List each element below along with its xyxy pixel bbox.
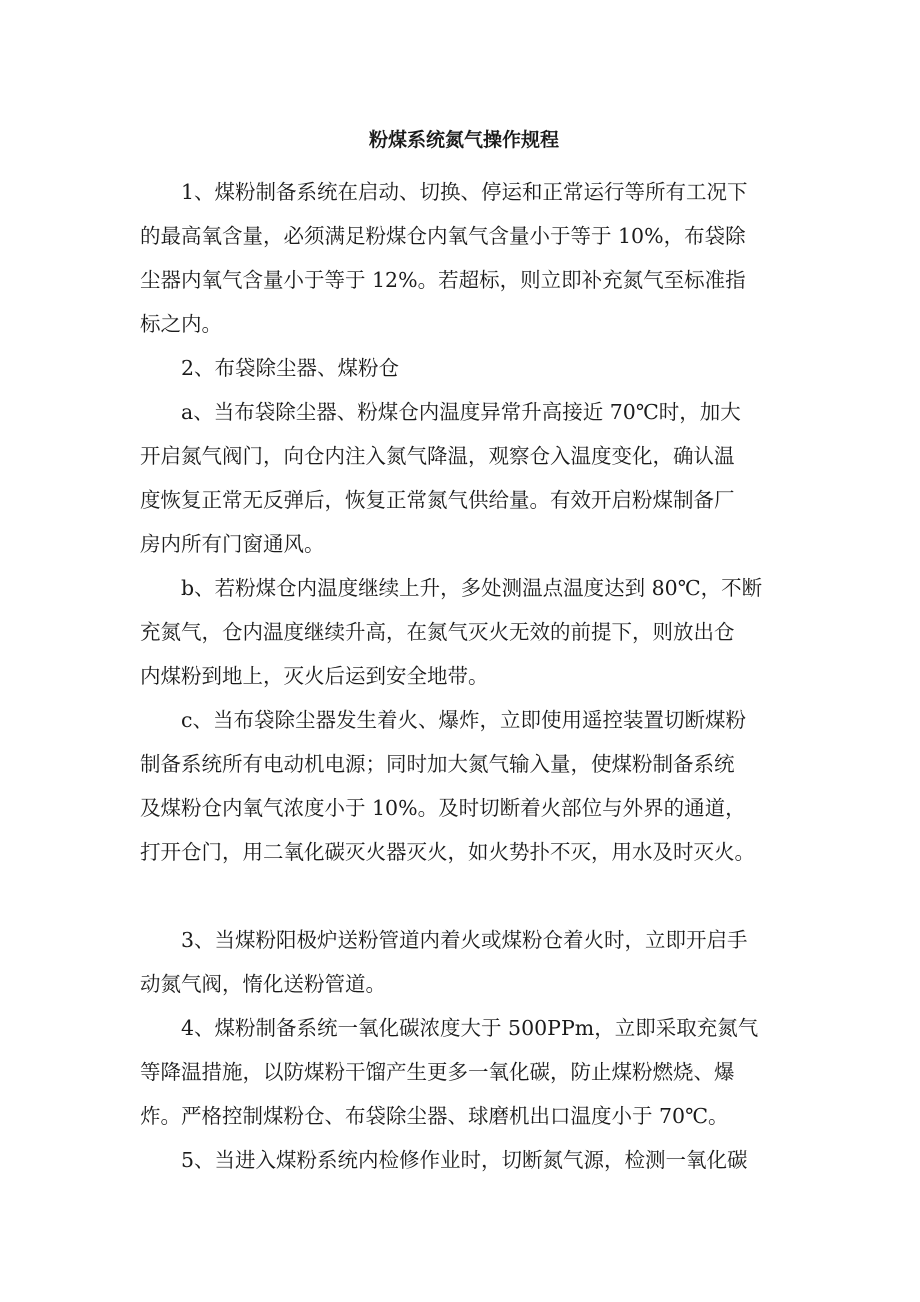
paragraph-line: 4、煤粉制备系统一氧化碳浓度大于 500PPm，立即采取充氮气: [181, 1016, 759, 1040]
paragraph-line: 充氮气，仓内温度继续升高，在氮气灭火无效的前提下，则放出仓: [140, 620, 735, 644]
paragraph-line: 度恢复正常无反弹后，恢复正常氮气供给量。有效开启粉煤制备厂: [140, 488, 735, 512]
paragraph-line: 炸。严格控制煤粉仓、布袋除尘器、球磨机出口温度小于 70℃。: [140, 1104, 729, 1128]
paragraph-line: 的最高氧含量，必须满足粉煤仓内氧气含量小于等于 10%，布袋除: [140, 224, 746, 248]
paragraph-line: c、当布袋除尘器发生着火、爆炸，立即使用遥控装置切断煤粉: [181, 708, 746, 732]
paragraph-line: 打开仓门，用二氧化碳灭火器灭火，如火势扑不灭，用水及时灭火。: [140, 840, 755, 864]
paragraph-line: 内煤粉到地上，灭火后运到安全地带。: [140, 664, 489, 688]
paragraph-line: 5、当进入煤粉系统内检修作业时，切断氮气源，检测一氧化碳: [181, 1148, 748, 1172]
paragraph-line: 及煤粉仓内氧气浓度小于 10%。及时切断着火部位与外界的通道，: [140, 796, 746, 820]
paragraph-line: 动氮气阀，惰化送粉管道。: [140, 972, 386, 996]
blank-line: [140, 874, 788, 918]
paragraph-2b: [140, 566, 788, 698]
paragraph-2a: [140, 390, 788, 566]
paragraph-line: 1、煤粉制备系统在启动、切换、停运和正常运行等所有工况下: [181, 180, 748, 204]
paragraph-4: [140, 1006, 788, 1138]
document-title: 粉煤系统氮气操作规程: [368, 129, 559, 151]
paragraph-line: 房内所有门窗通风。: [140, 532, 325, 556]
paragraph-line: b、若粉煤仓内温度继续上升，多处测温点温度达到 80℃，不断: [181, 576, 763, 600]
paragraph-line: 开启氮气阀门，向仓内注入氮气降温，观察仓入温度变化，确认温: [140, 444, 735, 468]
paragraph-line: 标之内。: [140, 312, 222, 336]
paragraph-line: a、当布袋除尘器、粉煤仓内温度异常升高接近 70℃时，加大: [181, 400, 741, 424]
paragraph-line: 制备系统所有电动机电源；同时加大氮气输入量，使煤粉制备系统: [140, 752, 735, 776]
paragraph-2c: [140, 698, 788, 874]
paragraph-1: [140, 170, 788, 346]
paragraph-3: [140, 918, 788, 1006]
paragraph-5: [140, 1138, 788, 1182]
paragraph-line: 等降温措施，以防煤粉干馏产生更多一氧化碳，防止煤粉燃烧、爆: [140, 1060, 735, 1084]
paragraph-line: 尘器内氧气含量小于等于 12%。若超标，则立即补充氮气至标准指: [140, 268, 746, 292]
document-page: [140, 118, 788, 1182]
paragraph-2: [140, 346, 788, 390]
paragraph-line: 3、当煤粉阳极炉送粉管道内着火或煤粉仓着火时，立即开启手: [181, 928, 748, 952]
paragraph-line: 2、布袋除尘器、煤粉仓: [181, 356, 400, 380]
